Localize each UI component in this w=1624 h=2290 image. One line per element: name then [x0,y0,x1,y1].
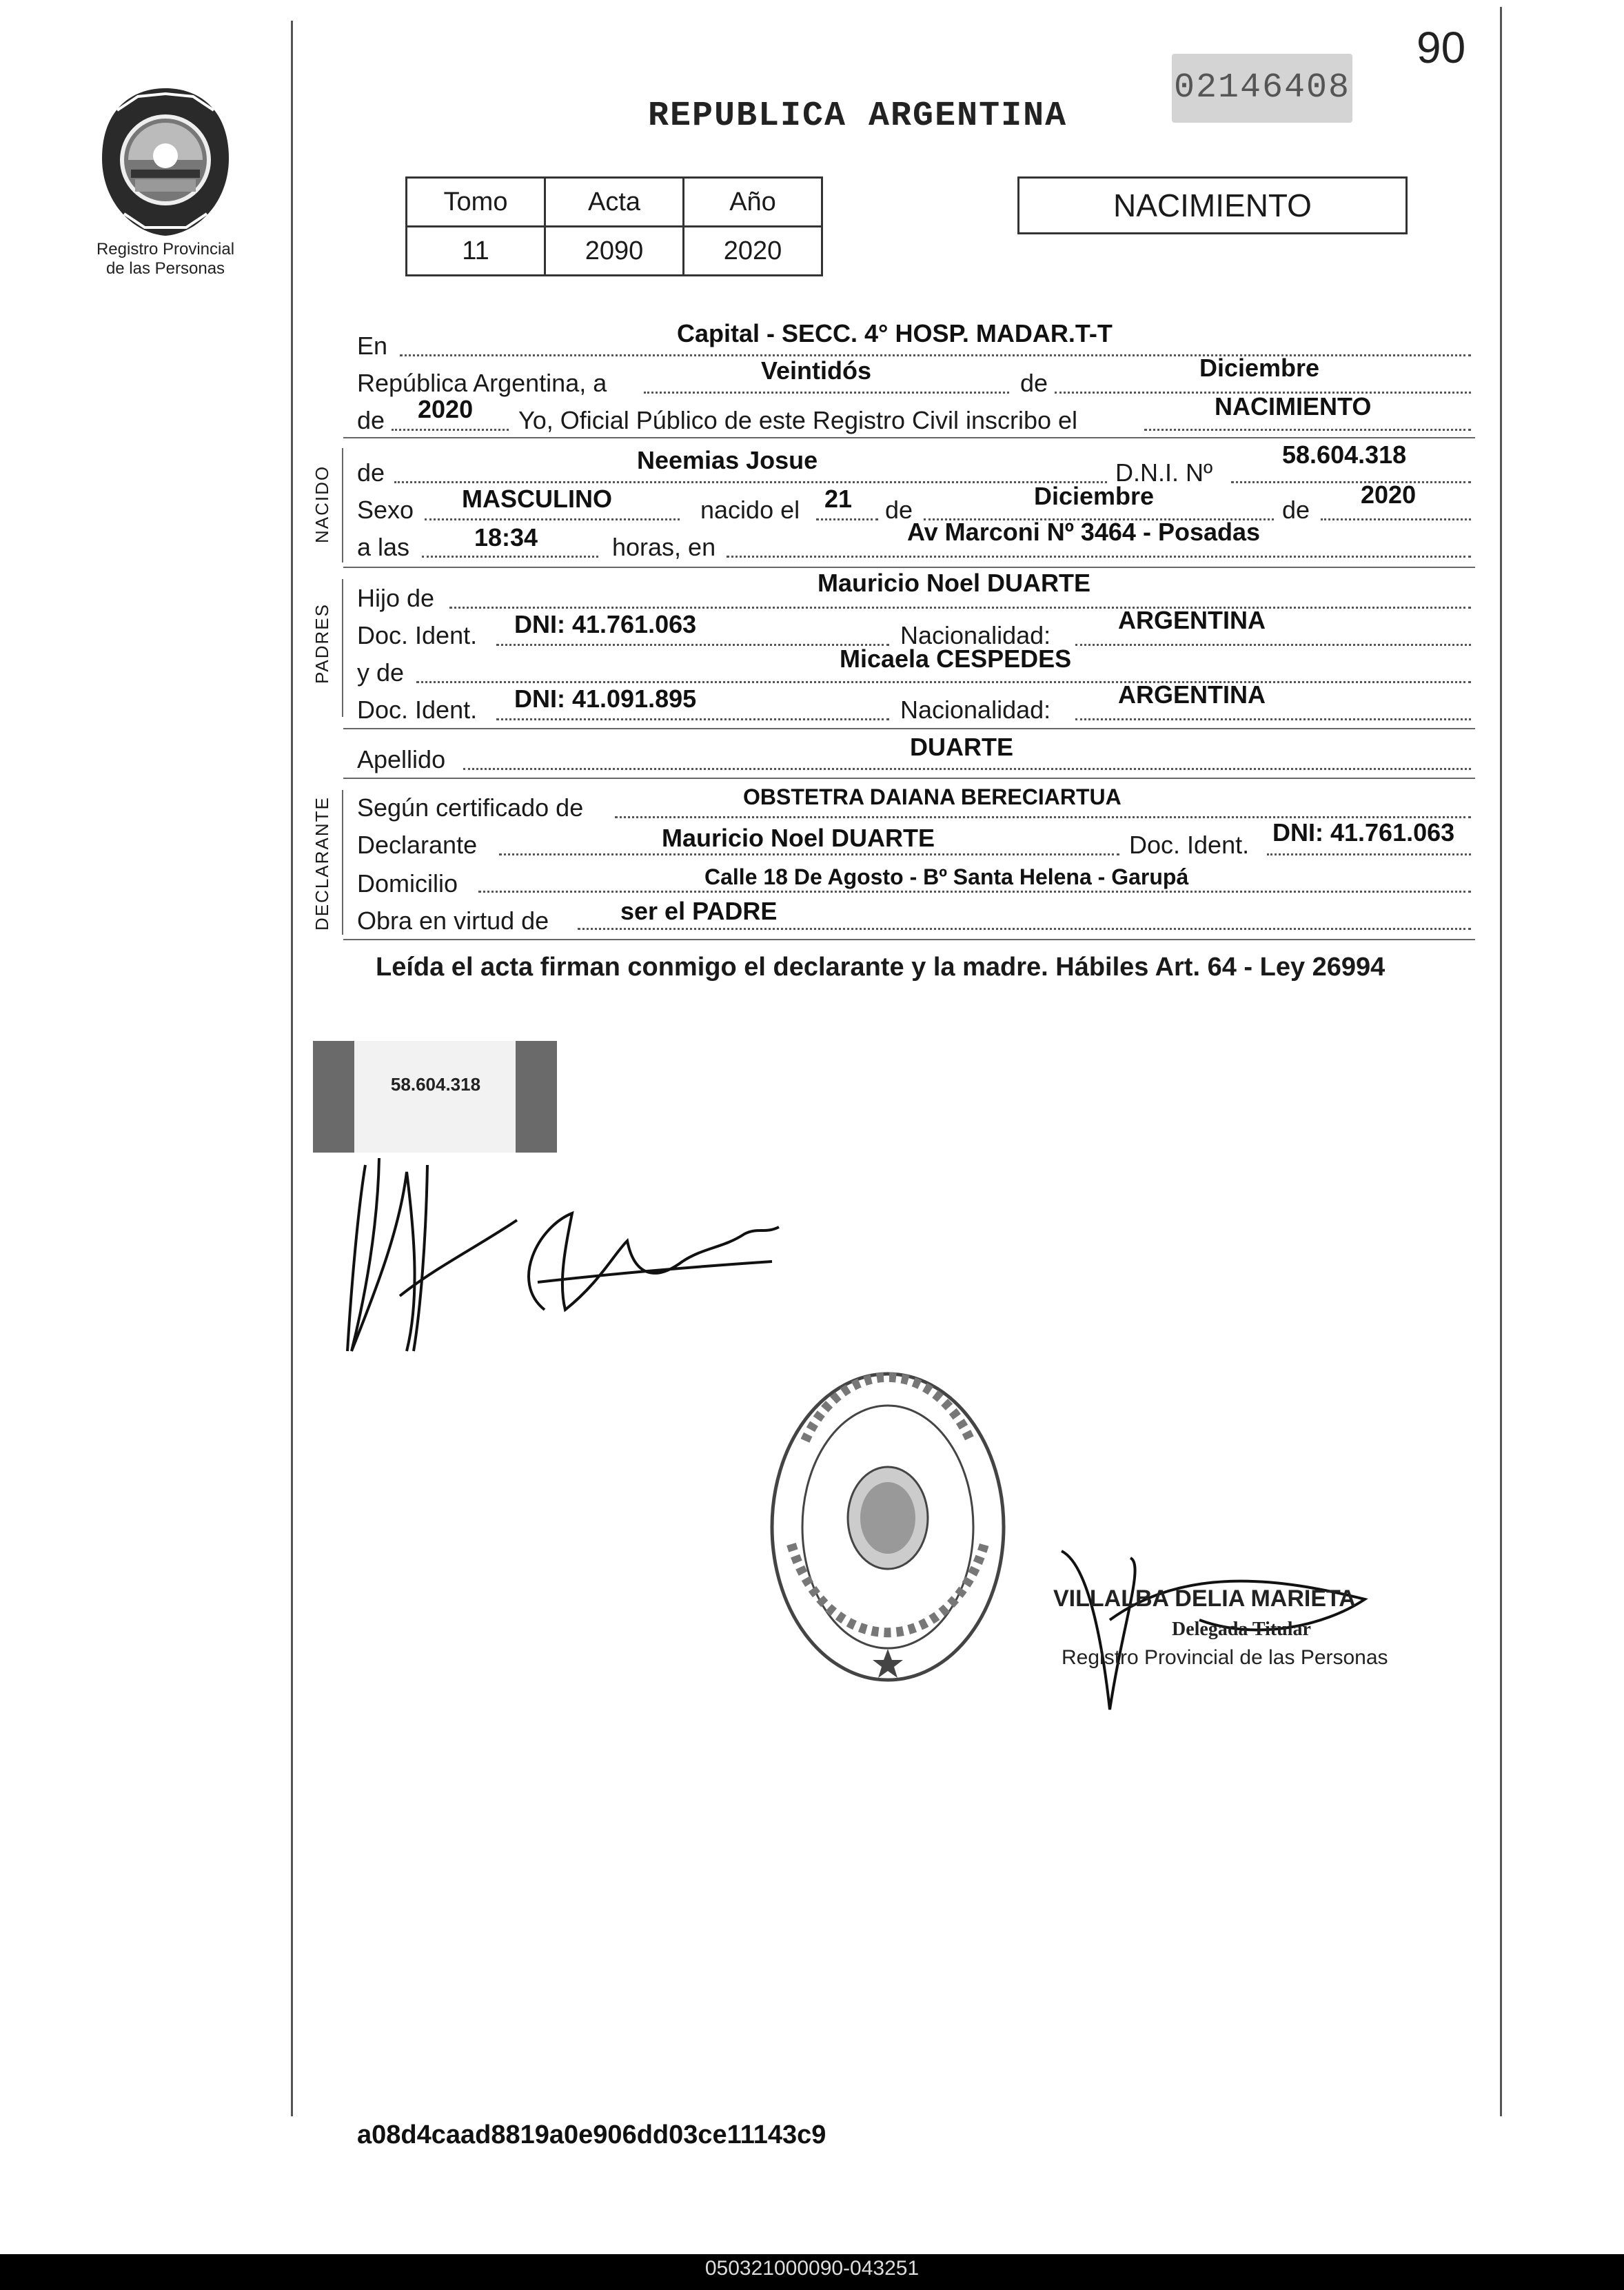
divider-2 [343,567,1475,568]
value-anio: 2020 [418,395,474,423]
emblem-caption-line1: Registro Provincial [96,240,235,259]
serial-number-stamp: 02146408 [1172,54,1352,123]
page-title: REPUBLICA ARGENTINA [648,97,1068,136]
value-doc-declarante: DNI: 41.761.063 [1272,818,1455,847]
value-certificado: OBSTETRA DAIANA BERECIARTUA [743,784,1121,809]
value-nac-madre: ARGENTINA [1118,680,1266,709]
section-label-padres: PADRES [312,603,332,684]
closing-statement: Leída el acta firman conmigo el declarante y la madre. Hábiles Art. 64 - Ley 26994 [376,953,1386,982]
divider-1 [343,437,1475,438]
label-doc-ident-decl: Doc. Ident. [1129,831,1250,859]
page-number: 90 [1417,23,1466,72]
dots-apellido [463,768,1471,770]
section-brace-padres [342,579,343,717]
label-nacionalidad-1: Nacionalidad: [900,621,1051,649]
emblem-caption-line2: de las Personas [105,259,225,278]
dots-madre [416,681,1471,683]
dots-dia [644,392,1009,394]
value-nac-padre: ARGENTINA [1118,606,1266,634]
value-mes: Diciembre [1199,354,1320,382]
dots-doc-declarante [1267,853,1471,855]
label-domicilio: Domicilio [357,869,458,898]
label-horas-en: horas, en [612,533,716,561]
province-of-misiones-emblem-icon [97,83,234,241]
dots-hora [422,556,598,558]
registry-header-acta: Acta [545,178,684,227]
label-doc-ident-1: Doc. Ident. [357,621,478,649]
registry-header-anio: Año [684,178,822,227]
dots-padre [449,607,1471,609]
label-en: En [357,332,388,360]
value-obra: ser el PADRE [620,897,778,925]
value-mes-nac: Diciembre [1034,482,1155,510]
label-de-year: de [357,406,385,434]
registry-table [405,176,823,276]
registry-value-row [407,227,822,276]
divider-3 [343,728,1475,729]
value-madre: Micaela CESPEDES [840,645,1072,673]
value-dia-nac: 21 [824,485,853,513]
dots-sexo [425,518,680,520]
official-role: Delegada Titular [1172,1619,1311,1640]
label-oficial: Yo, Oficial Público de este Registro Civil inscribo el [518,406,1078,434]
registry-header-row [407,178,822,227]
label-nacido-el: nacido el [700,496,800,524]
declarant-signature [338,1144,793,1372]
section-label-nacido: NACIDO [312,465,332,543]
dni-label-number: 58.604.318 [390,1074,481,1095]
label-hijo-de: Hijo de [357,584,435,612]
value-dni: 58.604.318 [1282,440,1407,469]
registry-value-tomo: 11 [407,227,545,276]
label-dni: D.N.I. Nº [1115,458,1213,487]
dots-nombre [394,481,1107,483]
registry-header-tomo: Tomo [407,178,545,227]
section-brace-nacido [342,448,343,563]
label-de-name: de [357,458,385,487]
dots-nac-padre [1075,644,1471,646]
emblem-caption [69,240,262,278]
dots-acto [1144,429,1471,431]
section-brace-declarante [342,790,343,935]
official-organization: Registro Provincial de las Personas [1062,1646,1388,1669]
record-type-box: NACIMIENTO [1017,176,1408,234]
dots-nac-madre [1075,718,1471,720]
label-obra: Obra en virtud de [357,906,549,935]
value-lugar-nac: Av Marconi Nº 3464 - Posadas [907,518,1261,546]
dots-dni [1231,481,1471,483]
dots-declarante [499,853,1119,855]
dots-dia-nac [816,518,878,520]
label-de-month: de [1020,369,1048,397]
value-apellido: DUARTE [910,733,1013,761]
dots-domicilio [478,891,1471,893]
label-apellido: Apellido [357,745,446,773]
value-sexo: MASCULINO [462,485,612,513]
dots-doc-madre [496,718,889,720]
label-segun: Según certificado de [357,793,584,822]
dots-obra [578,928,1471,930]
left-margin-line [291,21,293,2116]
value-padre: Mauricio Noel DUARTE [818,569,1091,597]
registry-delegation-seal-icon [764,1365,1012,1689]
dots-doc-padre [496,644,889,646]
value-hora: 18:34 [474,523,538,551]
registry-value-anio: 2020 [684,227,822,276]
label-y-de: y de [357,658,405,687]
document-hash: a08d4caad8819a0e906dd03ce11143c9 [357,2120,826,2149]
value-acto: NACIMIENTO [1215,392,1372,420]
dni-label-sticker [313,1041,557,1153]
section-label-declarante: DECLARANTE [312,796,332,931]
dots-lugar-nac [727,556,1471,558]
value-doc-madre: DNI: 41.091.895 [514,685,697,713]
divider-5 [343,939,1475,940]
label-de-birth-year: de [1282,496,1310,524]
label-sexo: Sexo [357,496,414,524]
footer-code: 050321000090-043251 [704,2257,920,2280]
value-dia-letras: Veintidós [761,356,872,385]
label-nacionalidad-2: Nacionalidad: [900,696,1051,724]
value-nombre: Neemias Josue [637,446,818,474]
value-domicilio: Calle 18 De Agosto - Bº Santa Helena - Garupá [704,864,1189,889]
value-anio-nac: 2020 [1361,480,1417,509]
dots-anio-nac [1321,518,1471,520]
label-doc-ident-2: Doc. Ident. [357,696,478,724]
value-lugar: Capital - SECC. 4° HOSP. MADAR.T-T [677,319,1113,347]
value-doc-padre: DNI: 41.761.063 [514,610,697,638]
value-declarante: Mauricio Noel DUARTE [662,824,935,852]
label-de-birth-month: de [885,496,913,524]
dots-anio [392,429,509,431]
official-name: VILLALBA DELIA MARIETA [1053,1585,1356,1612]
label-a-las: a las [357,533,410,561]
right-margin-line [1500,7,1502,2116]
label-republica: República Argentina, a [357,369,607,397]
divider-4 [343,778,1475,779]
label-declarante: Declarante [357,831,478,859]
registry-value-acta: 2090 [545,227,684,276]
